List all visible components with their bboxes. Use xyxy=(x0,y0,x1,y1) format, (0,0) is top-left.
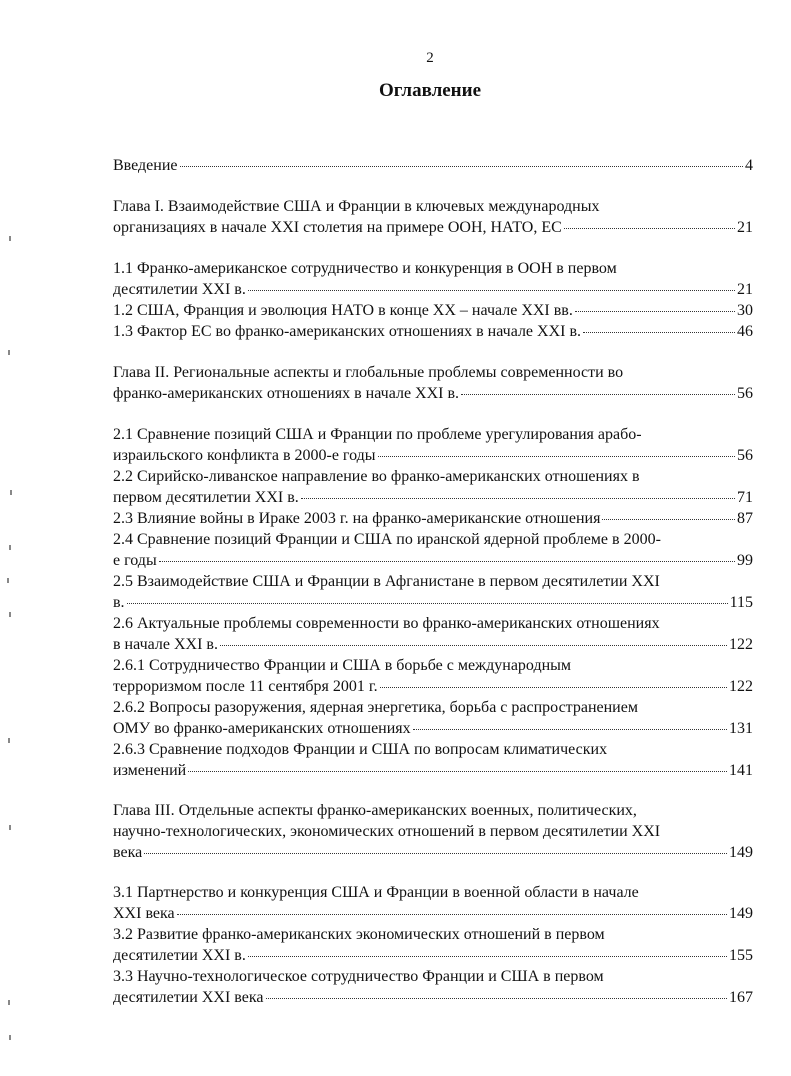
toc-entry-page: 71 xyxy=(737,489,753,506)
dot-leader xyxy=(159,561,735,562)
toc-entry-page: 122 xyxy=(729,636,753,653)
toc-entry-text: XXI века xyxy=(113,905,175,922)
toc-entry-text: десятилетии XXI века xyxy=(113,989,264,1006)
toc-entry-section-3-3[interactable] xyxy=(113,966,753,1008)
toc-entry-text: ОМУ во франко-американских отношениях xyxy=(113,720,411,737)
toc-entry-section-2-6-3[interactable] xyxy=(113,739,753,781)
toc-entry-page: 56 xyxy=(737,447,753,464)
toc-entry-text: 3.2 Развитие франко-американских экономических отношений в первом xyxy=(113,926,605,943)
toc-entry-chapter-1[interactable] xyxy=(113,196,753,238)
toc-entry-text: 2.3 Влияние войны в Ираке 2003 г. на франко-американские отношения xyxy=(113,510,601,527)
toc-entry-section-2-6-2[interactable] xyxy=(113,697,753,739)
toc-entry-page: 131 xyxy=(729,720,753,737)
dot-leader xyxy=(177,914,727,915)
toc-entry-page: 149 xyxy=(729,844,753,861)
page-number: 2 xyxy=(426,50,434,66)
toc-entry-text: Глава II. Региональные аспекты и глобальные проблемы современности во xyxy=(113,364,624,381)
dot-leader xyxy=(127,603,728,604)
toc-entry-text: десятилетии XXI в. xyxy=(113,281,246,298)
toc-entry-page: 122 xyxy=(729,678,753,695)
toc-entry-chapter-3[interactable] xyxy=(113,800,753,863)
toc-entry-text: 2.6.3 Сравнение подходов Франции и США по вопросам климатических xyxy=(113,741,608,758)
toc-entry-section-1-3[interactable] xyxy=(113,321,753,342)
toc-entry-text: терроризмом после 11 сентября 2001 г. xyxy=(113,678,378,695)
toc-entry-text: 3.1 Партнерство и конкуренция США и Франции в военной области в начале xyxy=(113,884,639,901)
toc-entry-section-2-2[interactable] xyxy=(113,466,753,508)
dot-leader xyxy=(378,456,735,457)
toc-entry-text: е годы xyxy=(113,552,157,569)
toc-entry-text: израильского конфликта в 2000-е годы xyxy=(113,447,376,464)
toc-entry-chapter-2[interactable] xyxy=(113,362,753,404)
toc-entry-page: 141 xyxy=(729,762,753,779)
dot-leader xyxy=(380,687,727,688)
toc-entry-section-1-2[interactable] xyxy=(113,300,753,321)
toc-entry-text: в начале XXI в. xyxy=(113,636,218,653)
toc-entry-section-2-3[interactable] xyxy=(113,508,753,529)
toc-entry-text: 3.3 Научно-технологическое сотрудничество Франции и США в первом xyxy=(113,968,604,985)
toc-entry-text: научно-технологических, экономических отношений в первом десятилетии XXI xyxy=(113,823,661,840)
toc-entry-section-2-5[interactable] xyxy=(113,571,753,613)
toc-entry-text: 2.6.2 Вопросы разоружения, ядерная энергетика, борьба с распространением xyxy=(113,699,638,716)
toc-entry-text: века xyxy=(113,844,143,861)
toc-entry-text: первом десятилетии XXI в. xyxy=(113,489,299,506)
dot-leader xyxy=(180,166,744,167)
toc-entry-section-2-4[interactable] xyxy=(113,529,753,571)
toc-entry-page: 46 xyxy=(737,323,753,340)
dot-leader xyxy=(266,998,728,999)
toc-entry-section-2-6[interactable] xyxy=(113,613,753,655)
toc-entry-page: 4 xyxy=(745,157,753,174)
dot-leader xyxy=(301,498,735,499)
dot-leader xyxy=(220,645,727,646)
dot-leader xyxy=(144,853,727,854)
toc-entry-page: 115 xyxy=(729,594,753,611)
toc-entry-text: 2.2 Сирийско-ливанское направление во франко-американских отношениях в xyxy=(113,468,640,485)
toc-entry-page: 21 xyxy=(737,281,753,298)
toc-entry-text: 2.1 Сравнение позиций США и Франции по проблеме урегулирования арабо- xyxy=(113,426,642,443)
toc-entry-text: в. xyxy=(113,594,125,611)
dot-leader xyxy=(413,729,727,730)
toc-entry-text: франко-американских отношениях в начале XXI в. xyxy=(113,385,460,402)
toc-entry-section-2-1[interactable] xyxy=(113,424,753,466)
toc-entry-page: 155 xyxy=(729,947,753,964)
toc-entry-text: 2.4 Сравнение позиций Франции и США по иранской ядерной проблеме в 2000- xyxy=(113,531,661,548)
toc-entry-text: 2.5 Взаимодействие США и Франции в Афганистане в первом десятилетии XXI xyxy=(113,573,660,590)
dot-leader xyxy=(188,771,727,772)
toc-entry-text: Глава I. Взаимодействие США и Франции в ключевых международных xyxy=(113,198,600,215)
toc-entry-text: изменений xyxy=(113,762,187,779)
toc-entry-text: 2.6 Актуальные проблемы современности во франко-американских отношениях xyxy=(113,615,660,632)
toc-entry-section-1-1[interactable] xyxy=(113,258,753,300)
dot-leader xyxy=(461,394,735,395)
toc-entry-page: 149 xyxy=(729,905,753,922)
dot-leader xyxy=(602,519,735,520)
page-title: Оглавление xyxy=(378,80,482,101)
toc-entry-page: 87 xyxy=(737,510,753,527)
dot-leader xyxy=(575,311,735,312)
toc-entry-text: Введение xyxy=(113,157,178,174)
dot-leader xyxy=(583,332,735,333)
toc-entry-text: 1.2 США, Франция и эволюция НАТО в конце XX – начале XXI вв. xyxy=(113,302,573,319)
toc-entry-page: 99 xyxy=(737,552,753,569)
toc-entry-text: 1.3 Фактор ЕС во франко-американских отношениях в начале XXI в. xyxy=(113,323,582,340)
toc-entry-text: 2.6.1 Сотрудничество Франции и США в борьбе с международным xyxy=(113,657,572,674)
toc-entry-text: 1.1 Франко-американское сотрудничество и конкуренция в ООН в первом xyxy=(113,260,617,277)
dot-leader xyxy=(248,290,735,291)
toc-entry-section-3-1[interactable] xyxy=(113,882,753,924)
toc-entry-page: 56 xyxy=(737,385,753,402)
toc-entry-section-2-6-1[interactable] xyxy=(113,655,753,697)
dot-leader xyxy=(564,228,735,229)
toc-entry-page: 167 xyxy=(729,989,753,1006)
toc-entry-text: организациях в начале XXI столетия на примере ООН, НАТО, ЕС xyxy=(113,219,562,236)
toc-entry-text: десятилетии XXI в. xyxy=(113,947,246,964)
dot-leader xyxy=(248,956,727,957)
table-of-contents xyxy=(113,155,753,1008)
toc-entry-page: 30 xyxy=(737,302,753,319)
toc-entry-text: Глава III. Отдельные аспекты франко-американских военных, политических, xyxy=(113,802,637,819)
toc-entry-page: 21 xyxy=(737,219,753,236)
toc-entry-introduction[interactable] xyxy=(113,155,753,176)
toc-entry-section-3-2[interactable] xyxy=(113,924,753,966)
